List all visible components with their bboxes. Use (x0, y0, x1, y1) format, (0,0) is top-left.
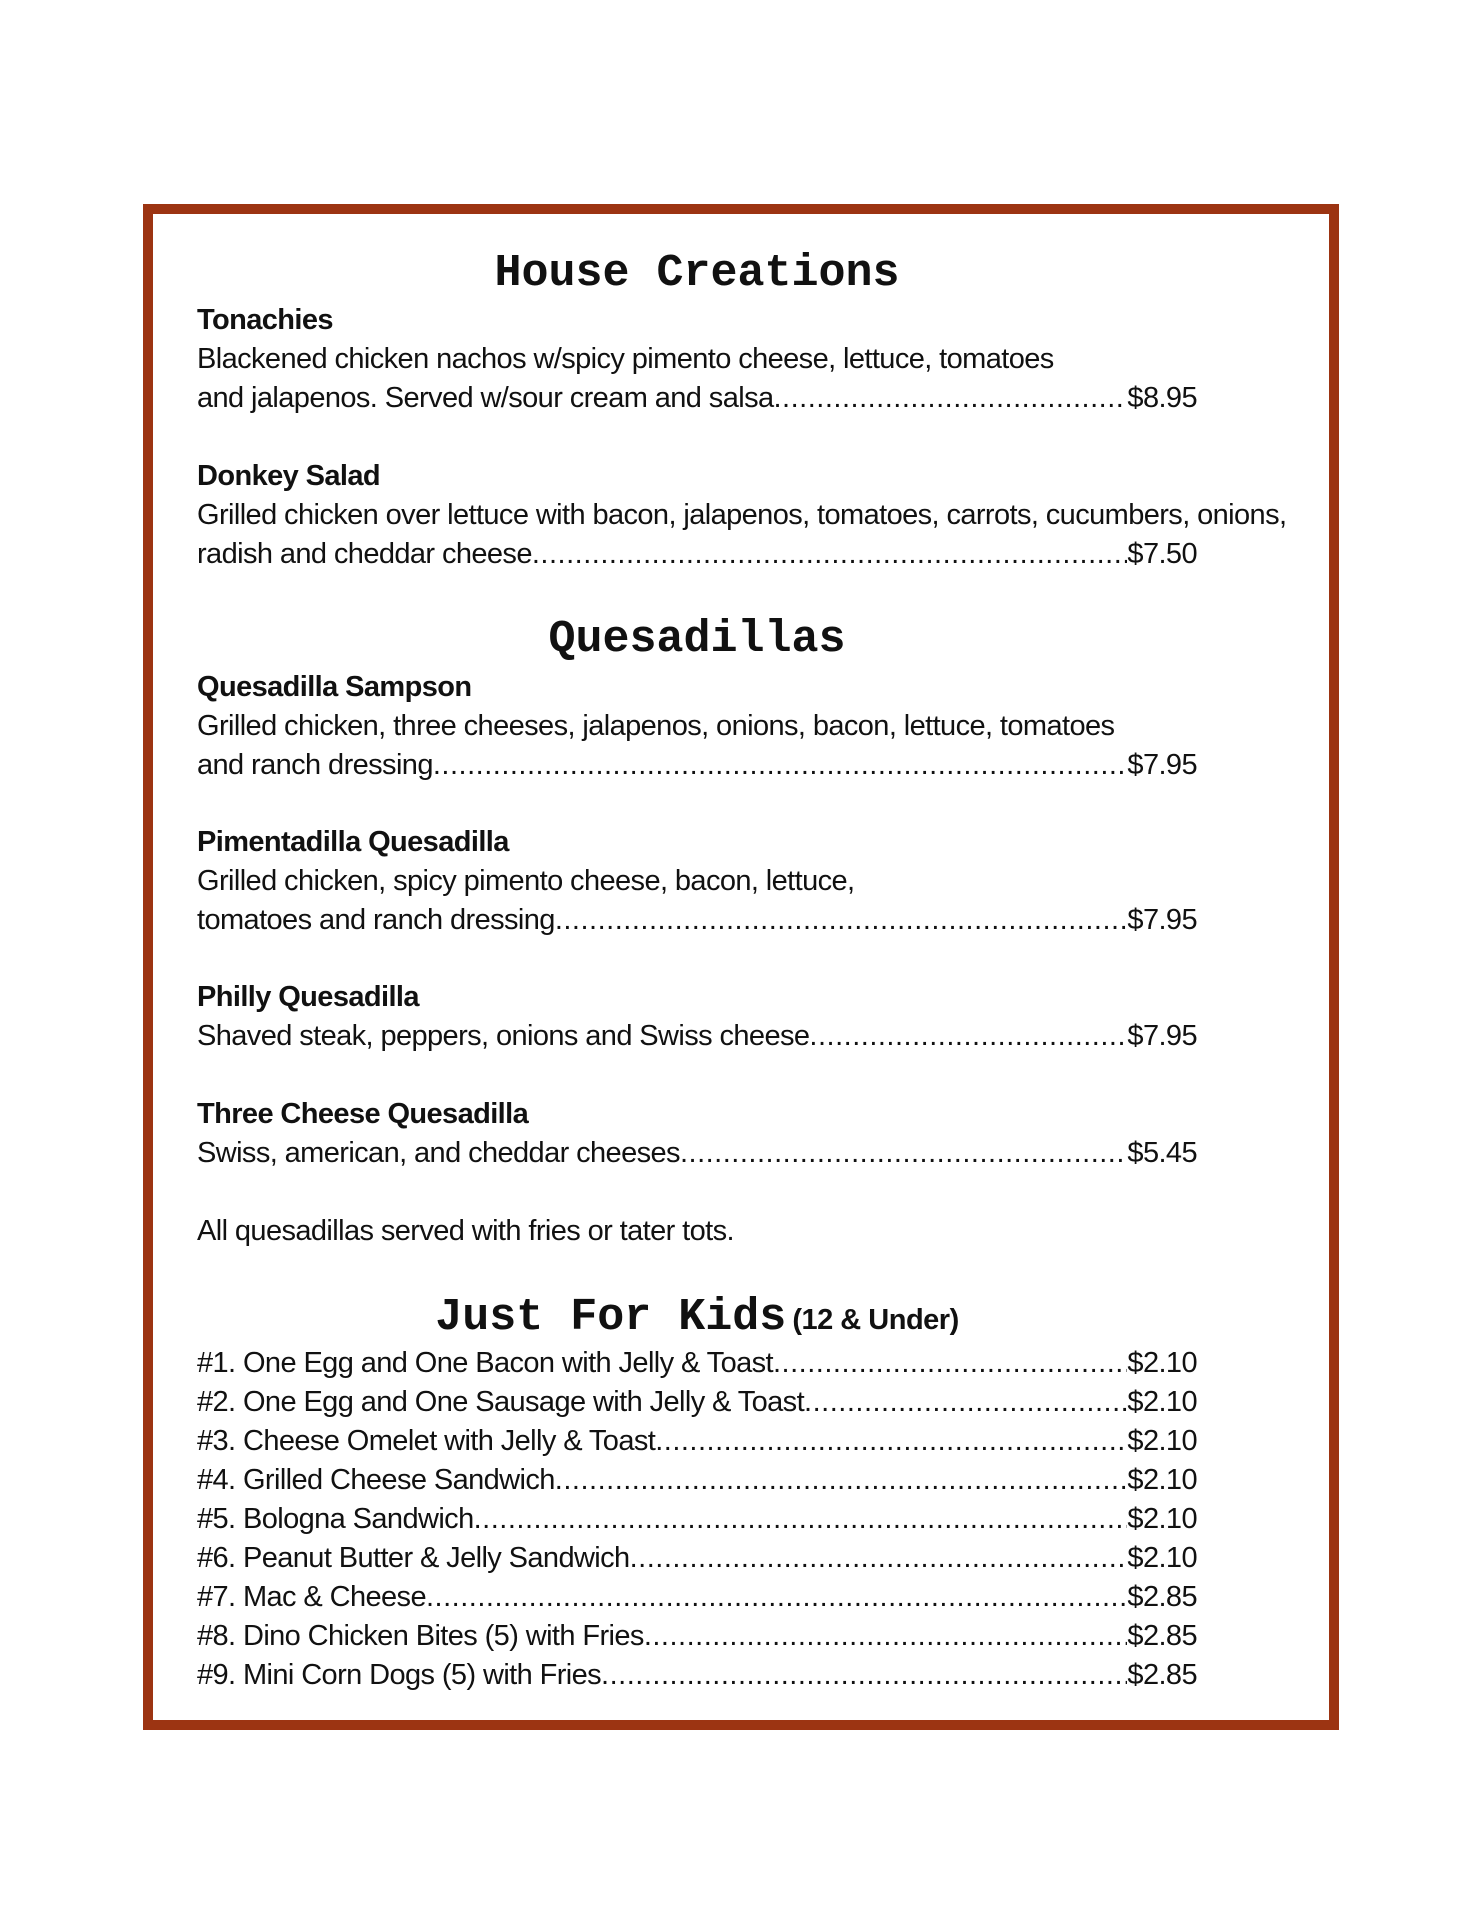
item-price: $7.95 (1127, 1020, 1197, 1052)
menu-item-three-cheese-quesadilla (197, 1095, 1197, 1173)
item-name: Tonachies (197, 304, 333, 336)
item-price-line (197, 379, 1197, 418)
kids-item-label: #2. One Egg and One Sausage with Jelly & Toast (197, 1386, 805, 1418)
dot-leader (426, 1578, 1127, 1617)
kids-item-price: $2.10 (1127, 1386, 1197, 1418)
kids-item-label: #1. One Egg and One Bacon with Jelly & Toast (197, 1347, 773, 1379)
dot-leader (774, 379, 1128, 418)
list-item (197, 1578, 1197, 1617)
item-name: Donkey Salad (197, 460, 380, 492)
section-title-house-creations-text: House Creations (494, 248, 900, 299)
menu-item-donkey-salad (197, 457, 1287, 574)
item-price-line (197, 901, 1197, 940)
item-description: Grilled chicken over lettuce with bacon, jalapenos, tomatoes, carrots, cucumbers, onions, (197, 499, 1287, 531)
item-description: Shaved steak, peppers, onions and Swiss cheese (197, 1020, 810, 1052)
dot-leader (773, 1344, 1127, 1383)
kids-item-label: #5. Bologna Sandwich (197, 1503, 474, 1535)
section-title-just-for-kids (197, 1292, 1197, 1346)
section-title-just-for-kids-text: Just For Kids (435, 1292, 787, 1343)
kids-item-price: $2.10 (1127, 1503, 1197, 1535)
section-title-quesadillas-text: Quesadillas (548, 614, 846, 665)
quesadilla-note: All quesadillas served with fries or tater tots. (197, 1215, 734, 1247)
item-name: Pimentadilla Quesadilla (197, 826, 509, 858)
dot-leader (601, 1656, 1127, 1695)
item-price-line (197, 746, 1197, 785)
menu-item-tonachies (197, 301, 1197, 418)
list-item (197, 1500, 1197, 1539)
dot-leader (630, 1539, 1128, 1578)
dot-leader (555, 901, 1128, 940)
menu-item-philly-quesadilla (197, 978, 1197, 1056)
kids-item-label: #3. Cheese Omelet with Jelly & Toast (197, 1425, 656, 1457)
kids-item-label: #6. Peanut Butter & Jelly Sandwich (197, 1542, 630, 1574)
dot-leader (644, 1617, 1128, 1656)
item-description: and jalapenos. Served w/sour cream and salsa (197, 382, 774, 414)
dot-leader (809, 1017, 1127, 1056)
item-description: Grilled chicken, three cheeses, jalapenos, onions, bacon, lettuce, tomatoes (197, 710, 1115, 742)
item-price: $7.95 (1127, 904, 1197, 936)
kids-item-price: $2.10 (1127, 1542, 1197, 1574)
dot-leader (555, 1461, 1128, 1500)
list-item (197, 1422, 1197, 1461)
item-description: Grilled chicken, spicy pimento cheese, bacon, lettuce, (197, 865, 855, 897)
dot-leader (680, 1134, 1127, 1173)
list-item (197, 1539, 1197, 1578)
list-item (197, 1617, 1197, 1656)
item-price: $7.50 (1127, 538, 1197, 570)
item-description: Swiss, american, and cheddar cheeses (197, 1137, 680, 1169)
item-name: Quesadilla Sampson (197, 671, 472, 703)
kids-item-label: #7. Mac & Cheese (197, 1581, 426, 1613)
kids-item-price: $2.85 (1127, 1620, 1197, 1652)
kids-item-label: #8. Dino Chicken Bites (5) with Fries (197, 1620, 644, 1652)
item-price-line (197, 535, 1197, 574)
list-item (197, 1383, 1197, 1422)
dot-leader (532, 535, 1128, 574)
kids-item-price: $2.10 (1127, 1425, 1197, 1457)
kids-item-price: $2.10 (1127, 1347, 1197, 1379)
item-name: Three Cheese Quesadilla (197, 1098, 529, 1130)
kids-item-price: $2.85 (1127, 1659, 1197, 1691)
kids-item-label: #9. Mini Corn Dogs (5) with Fries (197, 1659, 602, 1691)
dot-leader (655, 1422, 1127, 1461)
section-title-quesadillas (197, 614, 1197, 666)
list-item (197, 1656, 1197, 1695)
item-price: $5.45 (1127, 1137, 1197, 1169)
kids-item-price: $2.10 (1127, 1464, 1197, 1496)
list-item (197, 1344, 1197, 1383)
kids-item-price: $2.85 (1127, 1581, 1197, 1613)
kids-menu-list (197, 1344, 1197, 1695)
item-name: Philly Quesadilla (197, 981, 419, 1013)
item-description: radish and cheddar cheese (197, 538, 532, 570)
menu-frame (143, 204, 1339, 1730)
kids-item-label: #4. Grilled Cheese Sandwich (197, 1464, 555, 1496)
item-price-line (197, 1017, 1197, 1056)
menu-item-quesadilla-sampson (197, 668, 1197, 785)
section-subtitle-age: (12 & Under) (792, 1304, 959, 1336)
item-price: $8.95 (1127, 382, 1197, 414)
dot-leader (474, 1500, 1128, 1539)
item-price: $7.95 (1127, 749, 1197, 781)
dot-leader (804, 1383, 1127, 1422)
item-description: tomatoes and ranch dressing (197, 904, 555, 936)
item-price-line (197, 1134, 1197, 1173)
item-description: and ranch dressing (197, 749, 433, 781)
dot-leader (433, 746, 1128, 785)
item-description: Blackened chicken nachos w/spicy pimento cheese, lettuce, tomatoes (197, 343, 1054, 375)
list-item (197, 1461, 1197, 1500)
section-title-house-creations (197, 248, 1197, 300)
menu-item-pimentadilla-quesadilla (197, 823, 1197, 940)
